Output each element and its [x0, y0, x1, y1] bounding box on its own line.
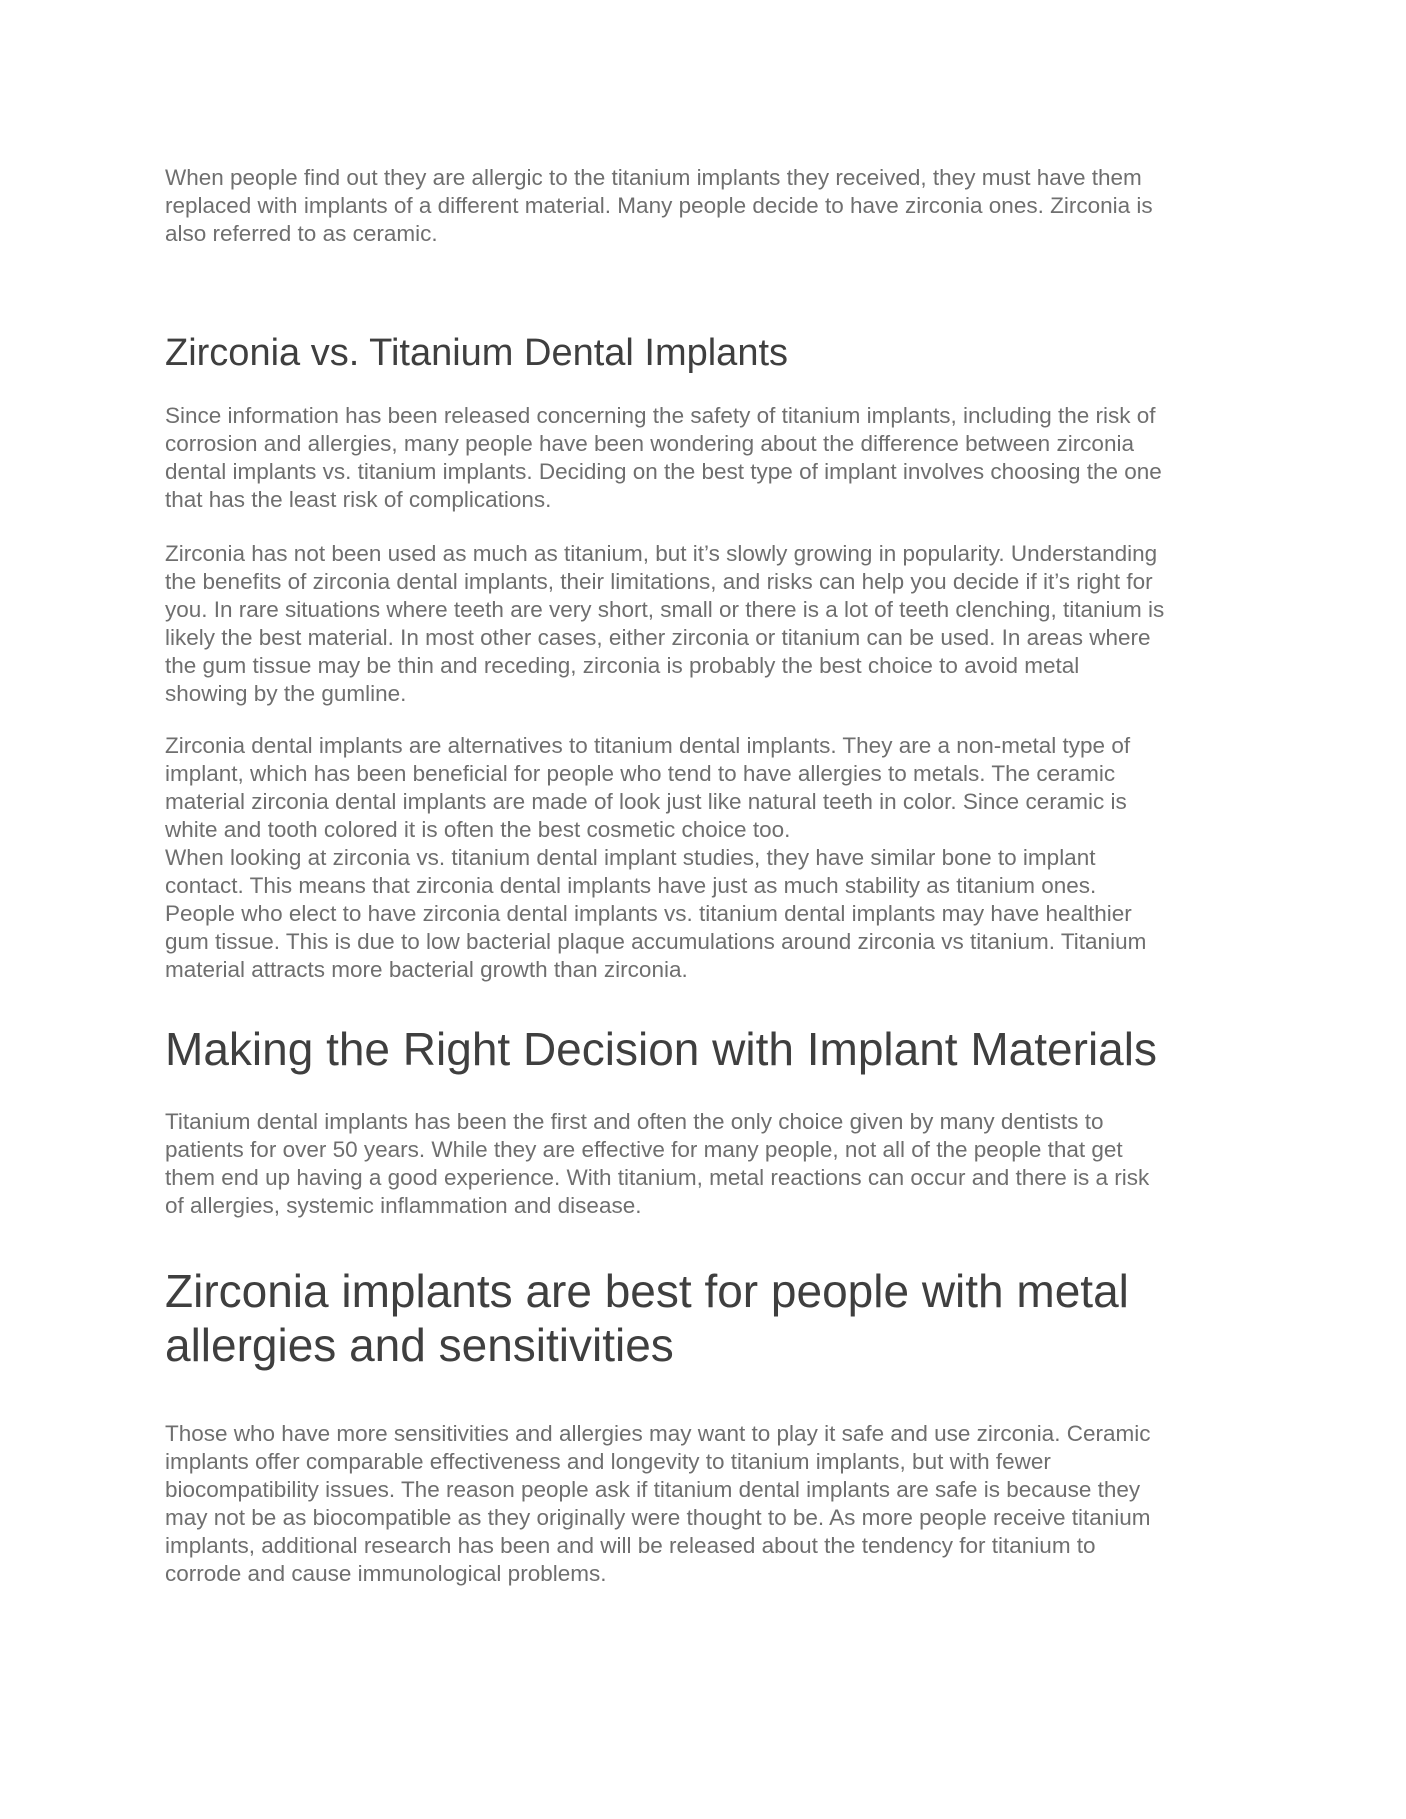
paragraph-zirconia-alternatives: Zirconia dental implants are alternatives to titanium dental implants. They are a non-metal type of implant, which has been beneficial for people who tend to have allergies to metals. The ceramic material zirconia dental implants are made of look just like natural teeth in color. Since ceramic is white and tooth colored it is often the best cosmetic choice too. When looking at zirconia vs. titanium dental implant studies, they have similar bone to implant contact. This means that zirconia dental implants have just as much stability as titanium ones. People who elect to have zirconia dental implants vs. titanium dental implants may have healthier gum tissue. This is due to low bacterial plaque accumulations around zirconia vs titanium. Titanium material attracts more bacterial growth than zirconia. — [165, 733, 1147, 982]
paragraph-sensitivities: Those who have more sensitivities and allergies may want to play it safe and use zirconia. Ceramic implants offer comparable effectiveness and longevity to titanium implants, but with fewer biocompatibility issues. The reason people ask if titanium dental implants are safe is because they may not be as biocompatible as they originally were thought to be. As more people receive titanium implants, additional research has been and will be released about the tendency for titanium to corrode and cause immunological problems. — [165, 1421, 1151, 1586]
paragraph-zirconia-popularity: Zirconia has not been used as much as titanium, but it’s slowly growing in popularity. Understanding the benefits of zirconia dental implants, their limitations, and risks can help you decide if it’s right for you. In rare situations where teeth are very short, small or there is a lot of teeth clenching, titanium is likely the best material. In most other cases, either zirconia or titanium can be used. In areas where the gum tissue may be thin and receding, zirconia is probably the best choice to avoid metal showing by the gumline. — [165, 541, 1165, 706]
intro-paragraph: When people find out they are allergic to the titanium implants they received, they must have them replaced with implants of a different material. Many people decide to have zirconia ones. Zirconia is also referred to as ceramic. — [165, 165, 1153, 246]
heading-right-decision: Making the Right Decision with Implant Materials — [165, 1023, 1157, 1075]
heading-zirconia-vs-titanium: Zirconia vs. Titanium Dental Implants — [165, 332, 789, 374]
heading-metal-allergies: Zirconia implants are best for people with metal allergies and sensitivities — [165, 1265, 1129, 1371]
paragraph-safety-info: Since information has been released concerning the safety of titanium implants, including the risk of corrosion and allergies, many people have been wondering about the difference between zirconia dental implants vs. titanium implants. Deciding on the best type of implant involves choosing the one that has the least risk of complications. — [165, 403, 1162, 512]
paragraph-titanium-history: Titanium dental implants has been the first and often the only choice given by many dentists to patients for over 50 years. While they are effective for many people, not all of the people that get them end up having a good experience. With titanium, metal reactions can occur and there is a risk of allergies, systemic inflammation and disease. — [165, 1109, 1150, 1218]
